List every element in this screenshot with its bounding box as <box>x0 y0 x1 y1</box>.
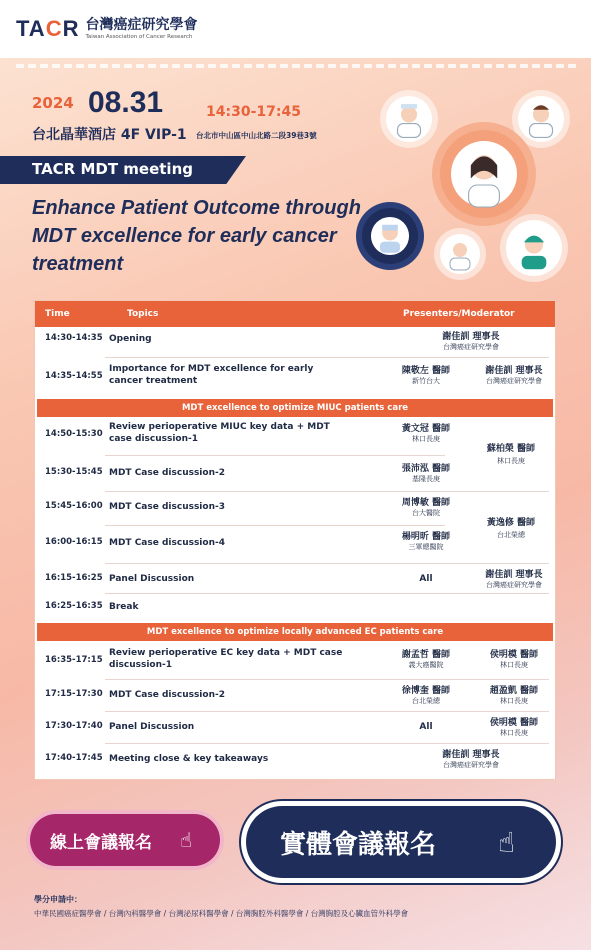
onsite-registration-label: 實體會議報名 <box>280 829 437 860</box>
pointer-hand-icon: ☝ <box>180 828 193 852</box>
headline: Enhance Patient Outcome through MDT excellence for early cancer treatment <box>32 197 361 275</box>
col-presenters: Presenters/Moderator <box>403 309 515 319</box>
col-topics: Topics <box>127 309 159 319</box>
surgeon-icon <box>362 208 418 264</box>
header-bar <box>0 0 591 58</box>
table-header <box>35 301 555 327</box>
online-registration-label: 線上會議報名 <box>50 832 152 853</box>
agenda-table: Time Topics Presenters/Moderator 14:30-14:35 Opening 謝佳訓 理事長 台灣癌症研究學會 14:35-14:55 Importance for MDT excellence for early cancer treatment 陳敬左 醫師 新竹台大 謝佳訓 理事長 台灣癌症研究學會 MDT excellence to optimize MIUC patients care 14:50-15:30 Review perioperative MIUC key data + MDT case discussion-1 黃文冠 醫師 林口長庚 15:30-15:45 MDT Case discussion-2 張沛泓 醫師 基隆長庚 蘇柏榮 醫師 林口長庚 15:45-16:00 MDT Case discussion-3 周博敏 醫師 台大醫院 16:00-16:15 MDT Case discussion-4 楊明昕 醫師 三軍總醫院 黃逸修 醫師 台北榮總 16:15-16:25 Panel Discussion All 謝佳訓 理事長 台灣癌症研究學會 16:25-16:35 Break MDT excellence to optimize locally advanced EC patients care 16:35-17:15 Review perioperative EC key data + MDT case discussion-1 謝孟哲 醫師 義大癌醫院 侯明模 醫師 林口長庚 17:15-17:30 MDT Case discussion-2 徐博奎 醫師 台北榮總 趙盈凱 醫師 林口長庚 17:30-17:40 Panel Discussion All 侯明模 醫師 林口長庚 17:40-17:45 Meeting close & key takeaways 謝佳訓 理事長 台灣癌症研究學會 <box>34 300 556 780</box>
logo-name-en: Taiwan Association of Cancer Research <box>85 34 193 40</box>
event-venue: 台北晶華酒店 4F VIP-1 <box>32 127 187 143</box>
event-address: 台北市中山區中山北路二段39巷3號 <box>196 131 317 140</box>
online-registration-button[interactable] <box>30 814 220 866</box>
section-banner-miuc: MDT excellence to optimize MIUC patients care <box>37 399 553 417</box>
credit-list: 中華民國癌症醫學會 / 台灣內科醫學會 / 台灣泌尿科醫學會 / 台灣胸腔外科醫學會 / 台灣胸腔及心臟血管外科學會 <box>34 909 409 918</box>
credit-title: 學分申請中： <box>34 895 82 904</box>
logo-name-cn: 台灣癌症研究學會 <box>85 17 198 33</box>
col-time: Time <box>45 309 70 319</box>
section-banner-ec: MDT excellence to optimize locally advanced EC patients care <box>37 623 553 641</box>
moderator-block: 蘇柏榮 醫師 林口長庚 <box>486 444 536 465</box>
event-time: 14:30-17:45 <box>206 104 301 120</box>
pointer-hand-icon: ☝ <box>498 826 516 859</box>
female-doctor-icon <box>440 130 528 218</box>
tacr-logo <box>16 16 197 42</box>
doctor-avatar-icon <box>440 234 480 274</box>
logo-mark: TACR <box>16 16 80 41</box>
ticket-divider <box>16 64 576 70</box>
event-year: 2024 <box>32 94 74 112</box>
onsite-registration-button[interactable] <box>246 806 556 878</box>
doctor-avatar-icon <box>386 96 432 142</box>
moderator-block: 黃逸修 醫師 台北榮總 <box>486 518 536 539</box>
nurse-icon <box>506 220 562 276</box>
meeting-title: TACR MDT meeting <box>32 160 193 178</box>
event-date: 08.31 <box>88 86 164 119</box>
